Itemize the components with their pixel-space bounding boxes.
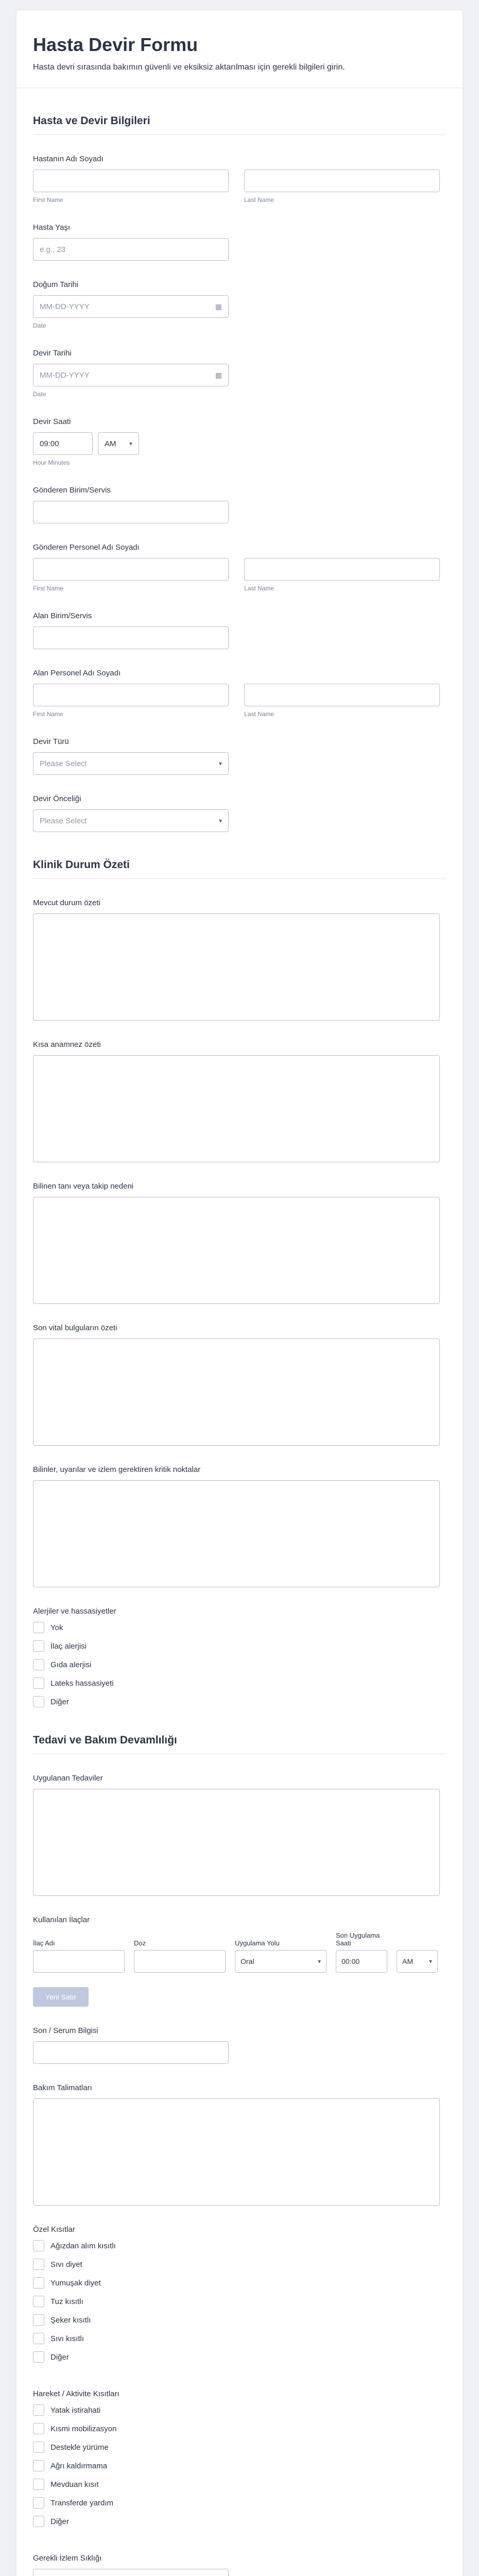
field-label: Özel Kısıtlar: [33, 2225, 75, 2234]
option-label: Tuz kısıtlı: [50, 2297, 83, 2306]
field-label: Devir Saati: [33, 417, 71, 426]
ampm-select[interactable]: [397, 1950, 438, 1973]
mobility-field: [33, 2370, 446, 2527]
care-instructions-textarea[interactable]: [33, 2098, 440, 2206]
checkbox[interactable]: [33, 1677, 44, 1689]
field-label: Son vital bulguların özeti: [33, 1324, 117, 1332]
field-label: Hastanın Adı Soyadı: [33, 155, 104, 163]
handover-type-field: [33, 718, 446, 775]
first-name-input[interactable]: [33, 170, 229, 192]
care-instructions-field: [33, 2064, 446, 2206]
form-title: Hasta Devir Formu: [33, 34, 198, 55]
field-label: Devir Önceliği: [33, 794, 81, 803]
column-header: Uygulama Yolu: [235, 1939, 280, 1947]
ampm-value: AM: [402, 1957, 413, 1965]
treatments-textarea[interactable]: [33, 1789, 440, 1896]
checkbox[interactable]: [33, 1622, 44, 1633]
checkbox-option[interactable]: [33, 2277, 446, 2289]
column-header: [397, 1930, 438, 1950]
handover-date-input[interactable]: [33, 364, 229, 386]
age-field: [33, 204, 446, 261]
option-label: Gıda alerjisi: [50, 1660, 92, 1669]
last-name-sublabel: Last Name: [244, 710, 275, 718]
checkbox[interactable]: [33, 2497, 44, 2509]
option-label: İlaç alerjisi: [50, 1641, 87, 1651]
last-time-cell[interactable]: 00:00: [336, 1950, 387, 1973]
field-label: Devir Türü: [33, 737, 69, 746]
risks-field: [33, 1446, 446, 1587]
option-label: Kısmi mobilizasyon: [50, 2424, 117, 2433]
first-name-sublabel: First Name: [33, 196, 63, 204]
anamnesis-field: [33, 1021, 446, 1162]
field-label: Doğum Tarihi: [33, 280, 79, 289]
follow-freq-select[interactable]: [33, 2569, 229, 2576]
allergies-field: [33, 1587, 446, 1707]
field-label: Bilinen tanı veya takip nedeni: [33, 1182, 134, 1191]
option-label: Lateks hassasiyeti: [50, 1679, 114, 1688]
checkbox[interactable]: [33, 1640, 44, 1652]
table-column: [336, 1930, 387, 1973]
field-label: Kullanılan İlaçlar: [33, 1916, 90, 1924]
last-fluid-input[interactable]: [33, 2041, 229, 2064]
follow-freq-field: [33, 2534, 446, 2576]
checkbox[interactable]: [33, 2442, 44, 2453]
checkbox-option[interactable]: [33, 2333, 446, 2344]
chevron-down-icon: ▾: [317, 1958, 321, 1965]
checkbox[interactable]: [33, 2259, 44, 2270]
chevron-down-icon: ▾: [129, 440, 132, 447]
first-name-input[interactable]: [33, 558, 229, 581]
calendar-icon[interactable]: ▦: [215, 370, 222, 379]
special-precautions-field: [33, 2206, 446, 2363]
treatments-field: [33, 1754, 446, 1896]
column-header: Doz: [134, 1939, 146, 1947]
medications-table: [33, 1930, 446, 1973]
section-title: Tedavi ve Bakım Devamlılığı: [33, 1734, 177, 1746]
section-title: Klinik Durum Özeti: [33, 859, 130, 871]
checkbox[interactable]: [33, 2351, 44, 2363]
diagnosis-textarea[interactable]: [33, 1197, 440, 1304]
last-name-input[interactable]: [244, 170, 440, 192]
age-input[interactable]: e.g., 23: [33, 238, 229, 261]
option-label: Yok: [50, 1623, 63, 1632]
field-label: Son / Serum Bilgisi: [33, 2026, 98, 2035]
field-label: Alan Birim/Servis: [33, 612, 92, 620]
receiving-unit-field: [33, 592, 446, 649]
field-label: Uygulanan Tedaviler: [33, 1774, 103, 1783]
column-header: Son Uygulama Saati: [336, 1931, 380, 1947]
table-column: [397, 1930, 438, 1973]
select-placeholder: Please Select: [40, 816, 87, 825]
table-column: [235, 1930, 327, 1973]
route-select[interactable]: [235, 1950, 327, 1973]
checkbox[interactable]: [33, 2479, 44, 2490]
ampm-select[interactable]: [98, 432, 139, 455]
option-label: Diğer: [50, 2517, 69, 2526]
form-card: [16, 10, 463, 2576]
route-value: Oral: [241, 1957, 254, 1965]
checkbox[interactable]: [33, 2404, 44, 2416]
table-column: [134, 1930, 226, 1973]
birth-date-input[interactable]: [33, 295, 229, 318]
checkbox[interactable]: [33, 2296, 44, 2307]
checkbox-option[interactable]: [33, 1622, 446, 1633]
anamnesis-textarea[interactable]: [33, 1055, 440, 1162]
section-treatment: [33, 1734, 446, 1754]
select-placeholder: Please Select: [40, 759, 87, 768]
checkbox-option[interactable]: [33, 1677, 446, 1689]
handover-priority-select[interactable]: [33, 809, 229, 832]
checkbox-option[interactable]: [33, 2516, 446, 2527]
option-label: Diğer: [50, 2352, 69, 2362]
option-label: Ağızdan alım kısıtlı: [50, 2241, 116, 2250]
vitals-field: [33, 1304, 446, 1446]
column-header: İlaç Adı: [33, 1939, 55, 1947]
date-sublabel: Date: [33, 391, 46, 398]
checkbox-option[interactable]: [33, 2296, 446, 2307]
first-name-input[interactable]: [33, 684, 229, 706]
checkbox-option[interactable]: [33, 2404, 446, 2416]
field-label: Gerekli İzlem Sıklığı: [33, 2554, 102, 2563]
checkbox[interactable]: [33, 2277, 44, 2289]
field-label: Bilinler, uyarılar ve izlem gerektiren kritik noktalar: [33, 1465, 201, 1474]
checkbox[interactable]: [33, 2240, 44, 2251]
section-patient: [33, 115, 446, 135]
table-column: [33, 1930, 125, 1973]
option-label: Sıvı kısıtlı: [50, 2334, 84, 2343]
checkbox-option[interactable]: [33, 2351, 446, 2363]
last-name-input[interactable]: [244, 684, 440, 706]
checkbox-option[interactable]: [33, 2240, 446, 2251]
checkbox[interactable]: [33, 2333, 44, 2344]
field-label: Gönderen Birim/Servis: [33, 486, 111, 495]
time-input[interactable]: 09:00: [33, 432, 93, 455]
checkbox[interactable]: [33, 1696, 44, 1707]
handover-date-field: [33, 329, 446, 398]
checkbox-option[interactable]: [33, 1659, 446, 1670]
checkbox[interactable]: [33, 2423, 44, 2434]
option-label: Diğer: [50, 1697, 69, 1706]
option-label: Ağrı kaldırmama: [50, 2461, 108, 2470]
field-label: Alerjiler ve hassasiyetler: [33, 1607, 116, 1616]
chevron-down-icon: ▾: [429, 1958, 432, 1965]
birth-date-field: [33, 261, 446, 329]
option-label: Şeker kısıtlı: [50, 2315, 91, 2325]
sending-staff-field: [33, 523, 446, 592]
checkbox-option[interactable]: [33, 2497, 446, 2509]
diagnosis-field: [33, 1162, 446, 1304]
first-name-sublabel: First Name: [33, 585, 63, 592]
sending-unit-input[interactable]: [33, 501, 229, 523]
drug-name-cell[interactable]: [33, 1950, 125, 1973]
current-state-field: [33, 879, 446, 1021]
time-sublabel: Hour Minutes: [33, 459, 70, 466]
patient-name-field: [33, 135, 446, 204]
add-row-button[interactable]: Yeni Satır: [33, 1987, 89, 2007]
field-label: Devir Tarihi: [33, 349, 72, 358]
section-clinical: [33, 859, 446, 879]
option-label: Yumuşak diyet: [50, 2278, 101, 2287]
checkbox-option[interactable]: [33, 2460, 446, 2471]
option-label: Destekle yürüme: [50, 2443, 109, 2452]
handover-priority-field: [33, 775, 446, 832]
chevron-down-icon: ▾: [218, 760, 222, 767]
handover-time-field: [33, 398, 446, 466]
form-header: [16, 10, 463, 88]
field-label: Hasta Yaşı: [33, 223, 70, 232]
first-name-sublabel: First Name: [33, 710, 63, 718]
checkbox[interactable]: [33, 2516, 44, 2527]
checkbox-option[interactable]: [33, 2259, 446, 2270]
date-placeholder: MM-DD-YYYY: [40, 370, 90, 380]
receiving-unit-input[interactable]: [33, 626, 229, 649]
field-label: Alan Personel Adı Soyadı: [33, 669, 121, 677]
dose-cell[interactable]: [134, 1950, 226, 1973]
field-label: Gönderen Personel Adı Soyadı: [33, 543, 140, 552]
checkbox-option[interactable]: [33, 1696, 446, 1707]
current-state-textarea[interactable]: [33, 913, 440, 1021]
checkbox[interactable]: [33, 1659, 44, 1670]
field-label: Bakım Talimatları: [33, 2083, 92, 2092]
date-sublabel: Date: [33, 322, 46, 329]
calendar-icon[interactable]: ▦: [215, 302, 222, 311]
checkbox-option[interactable]: [33, 2314, 446, 2326]
field-label: Kısa anamnez özeti: [33, 1040, 101, 1049]
option-label: Sıvı diyet: [50, 2260, 82, 2269]
sending-unit-field: [33, 466, 446, 523]
last-fluid-field: [33, 2007, 446, 2064]
field-label: Hareket / Aktivite Kısıtları: [33, 2389, 119, 2398]
last-name-sublabel: Last Name: [244, 196, 275, 204]
checkbox[interactable]: [33, 2314, 44, 2326]
checkbox-option[interactable]: [33, 2442, 446, 2453]
risks-textarea[interactable]: [33, 1480, 440, 1587]
option-label: Yatak istirahati: [50, 2405, 101, 2415]
field-label: Mevcut durum özeti: [33, 899, 100, 907]
section-title: Hasta ve Devir Bilgileri: [33, 115, 150, 127]
checkbox[interactable]: [33, 2460, 44, 2471]
receiving-staff-field: [33, 649, 446, 718]
last-name-sublabel: Last Name: [244, 585, 275, 592]
date-placeholder: MM-DD-YYYY: [40, 302, 90, 311]
chevron-down-icon: ▾: [218, 817, 222, 824]
medications-field: [33, 1896, 446, 2007]
vitals-textarea[interactable]: [33, 1338, 440, 1446]
form-subtitle: Hasta devri sırasında bakımın güvenli ve eksiksiz aktarılması için gerekli bilgileri girin.: [33, 63, 345, 72]
option-label: Transferde yardım: [50, 2498, 113, 2507]
checkbox-option[interactable]: [33, 2423, 446, 2434]
handover-type-select[interactable]: [33, 752, 229, 775]
last-name-input[interactable]: [244, 558, 440, 581]
checkbox-option[interactable]: [33, 2479, 446, 2490]
ampm-value: AM: [105, 439, 116, 448]
checkbox-option[interactable]: [33, 1640, 446, 1652]
option-label: Mevduan kısıt: [50, 2480, 99, 2489]
